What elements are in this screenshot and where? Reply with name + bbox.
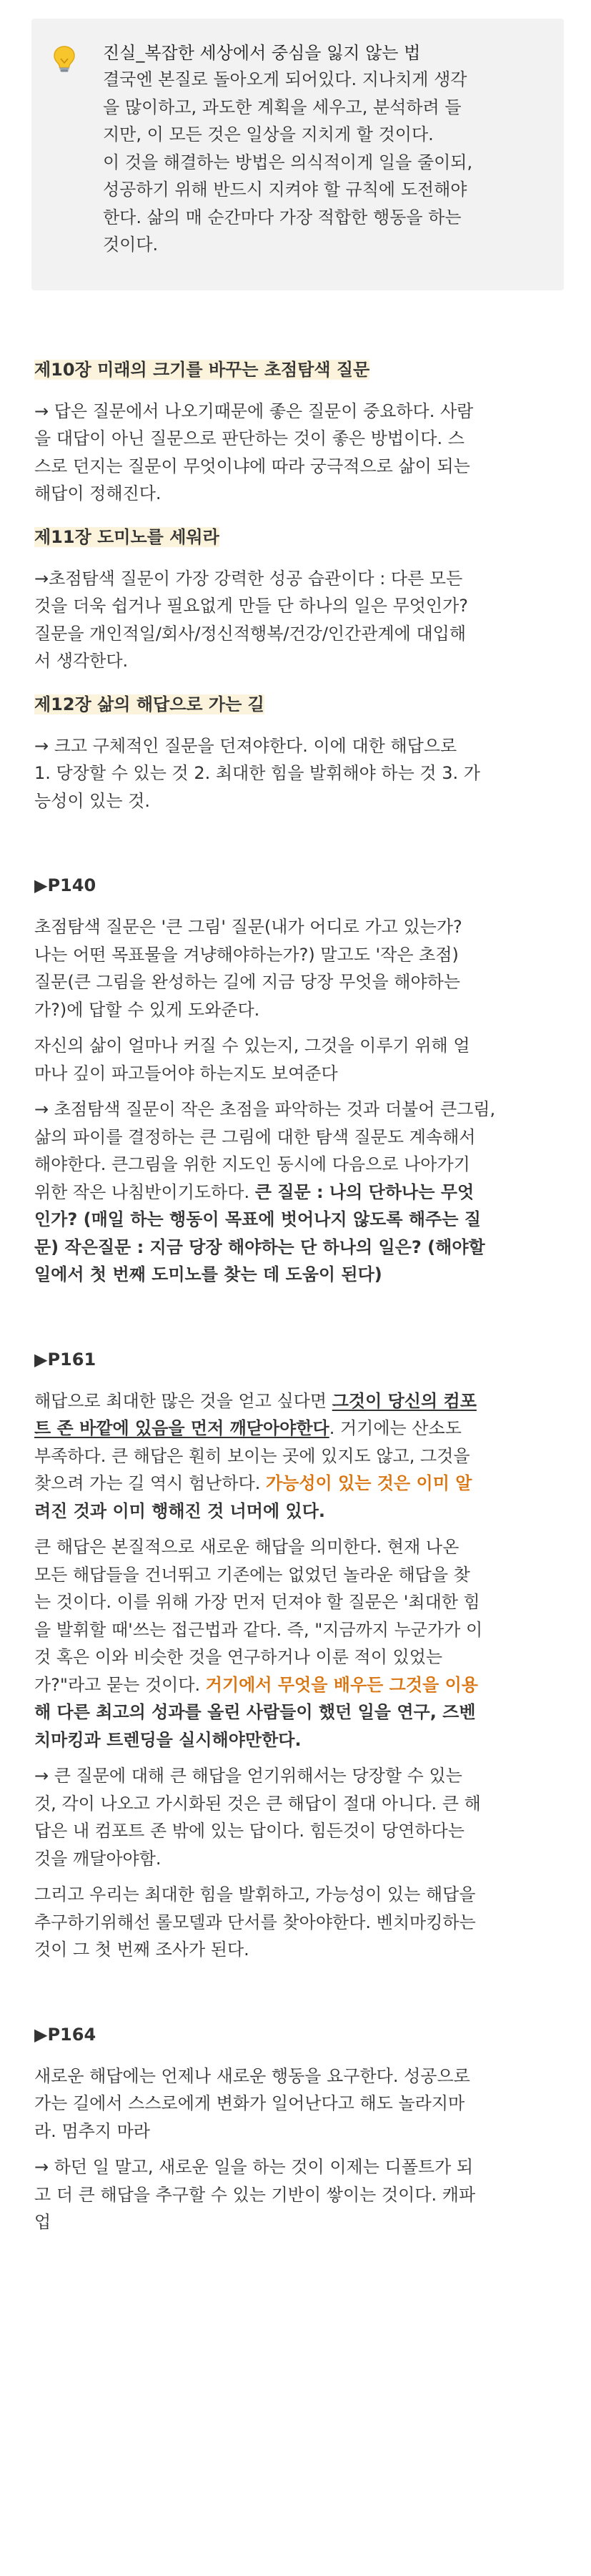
text-line bbox=[34, 1671, 562, 1699]
p161-heading: ▶P161 bbox=[34, 1349, 96, 1370]
text-line: 고 더 큰 해답을 추구할 수 있는 기반이 쌓이는 것이다. 캐파 bbox=[34, 2184, 476, 2205]
text-line: 모든 해답들을 건너뛰고 기존에는 없었던 놀라운 해답을 찾 bbox=[34, 1564, 470, 1585]
text-line bbox=[34, 1179, 562, 1206]
p140-heading: ▶P140 bbox=[34, 875, 96, 895]
text-line: 라. 멈추지 마라 bbox=[34, 2120, 150, 2141]
text-line: 부족하다. 큰 해답은 훤히 보이는 곳에 있지도 않고, 그것을 bbox=[34, 1445, 470, 1466]
text-line: 해야한다. 큰그림을 위한 지도인 동시에 다음으로 나아가기 bbox=[34, 1154, 470, 1174]
text-line: → 초점탐색 질문이 작은 초점을 파악하는 것과 더불어 큰그림, bbox=[34, 1099, 496, 1119]
chapter-10-body bbox=[34, 398, 562, 508]
text-line: 스로 던지는 질문이 무엇이냐에 따라 궁극적으로 삶이 되는 bbox=[34, 456, 470, 476]
chapter-10-heading bbox=[34, 356, 562, 383]
p140-para-1 bbox=[34, 913, 562, 1023]
chapter-11-heading bbox=[34, 523, 562, 551]
text-line: 는 것이다. 이를 위해 가장 먼저 던져야 할 질문은 '최대한 힘 bbox=[34, 1592, 480, 1612]
chapter-12-body bbox=[34, 732, 562, 815]
text-line: 마나 깊이 파고들어야 하는지도 보여준다 bbox=[34, 1063, 338, 1083]
text-span: 가?"라고 묻는 것이다. bbox=[34, 1674, 206, 1695]
text-line: 을 발휘할 때'쓰는 접근법과 같다. 즉, "지금까지 누군가가 이 bbox=[34, 1619, 483, 1640]
underlined-bold-text: 트 존 바깥에 있음을 먼저 깨닫아야한다 bbox=[34, 1418, 329, 1438]
text-line: 것, 각이 나오고 가시화된 것은 큰 해답이 절대 아니다. 큰 해 bbox=[34, 1793, 481, 1814]
callout-line: 을 많이하고, 과도한 계획을 세우고, 분석하려 들 bbox=[103, 97, 462, 117]
p140-para-2 bbox=[34, 1032, 562, 1087]
callout-line: 지만, 이 모든 것은 일상을 지치게 할 것이다. bbox=[103, 124, 434, 144]
text-span: 해답으로 최대한 많은 것을 얻고 싶다면 bbox=[34, 1390, 332, 1411]
text-line: 질문(큰 그림을 완성하는 길에 지금 당장 무엇을 해야하는 bbox=[34, 972, 460, 992]
text-line: 그리고 우리는 최대한 힘을 발휘하고, 가능성이 있는 해답을 bbox=[34, 1884, 476, 1904]
text-line: → 하던 일 말고, 새로운 일을 하는 것이 이제는 디폴트가 되 bbox=[34, 2157, 474, 2177]
heading-highlight: 제10장 미래의 크기를 바꾸는 초점탐색 질문 bbox=[34, 359, 370, 380]
text-line bbox=[34, 1415, 562, 1442]
heading-highlight: 제12장 삶의 해답으로 가는 길 bbox=[34, 694, 264, 714]
text-line: →초점탐색 질문이 가장 강력한 성공 습관이다 : 다른 모든 bbox=[34, 568, 463, 589]
text-line: 자신의 삶이 얼마나 커질 수 있는지, 그것을 이루기 위해 얼 bbox=[34, 1036, 470, 1056]
text-line: 것이 그 첫 번째 조사가 된다. bbox=[34, 1940, 249, 1960]
p161-para-2 bbox=[34, 1533, 562, 1754]
text-line: 삶의 파이를 결정하는 큰 그림에 대한 탐색 질문도 계속해서 bbox=[34, 1126, 476, 1147]
lightbulb-icon bbox=[51, 40, 80, 76]
chapter-11-body bbox=[34, 565, 562, 675]
text-line: 추구하기위해선 롤모델과 단서를 찾아야한다. 벤치마킹하는 bbox=[34, 1912, 476, 1932]
text-line: 1. 당장할 수 있는 것 2. 최대한 힘을 발휘해야 하는 것 3. 가 bbox=[34, 763, 480, 783]
p164-para-2 bbox=[34, 2153, 562, 2236]
text-line: 답은 내 컴포트 존 밖에 있는 답이다. 힘든것이 당연하다는 bbox=[34, 1821, 465, 1841]
text-line bbox=[34, 1470, 562, 1498]
text-line: → 큰 질문에 대해 큰 해답을 얻기위해서는 당장할 수 있는 bbox=[34, 1766, 462, 1786]
text-line: 가?)에 답할 수 있게 도와준다. bbox=[34, 999, 260, 1020]
bold-text: 큰 질문 : 나의 단하나는 무엇 bbox=[254, 1181, 475, 1202]
text-line: 해답이 정해진다. bbox=[34, 483, 162, 503]
bold-line: 인가? (매일 하는 행동이 목표에 벗어나지 않도록 해주는 질 bbox=[34, 1209, 481, 1229]
text-line: 초점탐색 질문은 '큰 그림' 질문(내가 어디로 가고 있는가? bbox=[34, 917, 462, 937]
text-line: 새로운 해답에는 언제나 새로운 행동을 요구한다. 성공으로 bbox=[34, 2065, 470, 2086]
p161-para-1 bbox=[34, 1387, 562, 1525]
text-line: 큰 해답은 본질적으로 새로운 해답을 의미한다. 현재 나온 bbox=[34, 1537, 460, 1557]
orange-text: 가능성이 있는 것은 이미 알 bbox=[265, 1473, 472, 1493]
callout-text bbox=[103, 66, 537, 259]
p164-para-1 bbox=[34, 2063, 562, 2145]
p140-para-3 bbox=[34, 1096, 562, 1289]
text-line: 을 대답이 아닌 질문으로 판단하는 것이 좋은 방법이다. 스 bbox=[34, 428, 465, 448]
text-line: → 답은 질문에서 나오기때문에 좋은 질문이 중요하다. 사람 bbox=[34, 400, 474, 421]
text-line bbox=[34, 1387, 562, 1415]
text-line: 나는 어떤 목표물을 겨냥해야하는가?) 말고도 '작은 초점) bbox=[34, 944, 459, 965]
text-line: 것을 깨달아야함. bbox=[34, 1848, 162, 1869]
p164-heading: ▶P164 bbox=[34, 2024, 96, 2045]
text-line: 능성이 있는 것. bbox=[34, 790, 150, 811]
callout-title: 진실_복잡한 세상에서 중심을 잃지 않는 법 bbox=[103, 43, 421, 63]
text-span: 찾으려 가는 길 역시 험난하다. bbox=[34, 1473, 266, 1493]
orange-line: 치마킹과 트렌딩을 실시해야만한다. bbox=[34, 1729, 302, 1750]
orange-line: 해 다른 최고의 성과를 올린 사람들이 했던 일을 연구, 즈벤 bbox=[34, 1702, 476, 1722]
heading-highlight: 제11장 도미노를 세워라 bbox=[34, 526, 219, 547]
callout-line: 것이다. bbox=[103, 235, 159, 255]
text-line: 것 혹은 이와 비슷한 것을 연구하거나 이룬 적이 있었는 bbox=[34, 1647, 443, 1667]
text-line: 것을 더욱 쉽거나 필요없게 만들 단 하나의 일은 무엇인가? bbox=[34, 596, 468, 616]
callout-line: 한다. 삶의 매 순간마다 가장 적합한 행동을 하는 bbox=[103, 207, 462, 227]
callout-box bbox=[31, 19, 564, 290]
text-span: 위한 작은 나침반이기도하다. bbox=[34, 1181, 255, 1202]
text-line: → 크고 구체적인 질문을 던져야한다. 이에 대한 해답으로 bbox=[34, 735, 457, 756]
callout-line: 결국엔 본질로 돌아오게 되어있다. 지나치게 생각 bbox=[103, 69, 467, 89]
callout-line: 이 것을 해결하는 방법은 의식적이게 일을 줄이되, bbox=[103, 152, 473, 172]
callout-line: 성공하기 위해 반드시 지켜야 할 규칙에 도전해야 bbox=[103, 180, 467, 200]
chapter-12-heading bbox=[34, 691, 562, 718]
orange-line: 려진 것과 이미 행해진 것 너머에 있다. bbox=[34, 1500, 326, 1521]
text-span: . 거기에는 산소도 bbox=[329, 1418, 462, 1438]
text-line: 서 생각한다. bbox=[34, 651, 129, 671]
bold-line: 문) 작은질문 : 지금 당장 해야하는 단 하나의 일은? (해야할 bbox=[34, 1237, 485, 1257]
p161-para-4 bbox=[34, 1881, 562, 1964]
text-line: 질문을 개인적일/회사/정신적행복/건강/인간관계에 대입해 bbox=[34, 623, 467, 644]
p161-para-3 bbox=[34, 1762, 562, 1872]
bold-line: 일에서 첫 번째 도미노를 찾는 데 도움이 된다) bbox=[34, 1264, 382, 1284]
underlined-bold-text: 그것이 당신의 컴포 bbox=[332, 1390, 477, 1411]
text-line: 업 bbox=[34, 2212, 51, 2232]
orange-text: 거기에서 무엇을 배우든 그것을 이용 bbox=[205, 1674, 478, 1695]
text-line: 가는 길에서 스스로에게 변화가 일어난다고 해도 놀라지마 bbox=[34, 2093, 465, 2113]
